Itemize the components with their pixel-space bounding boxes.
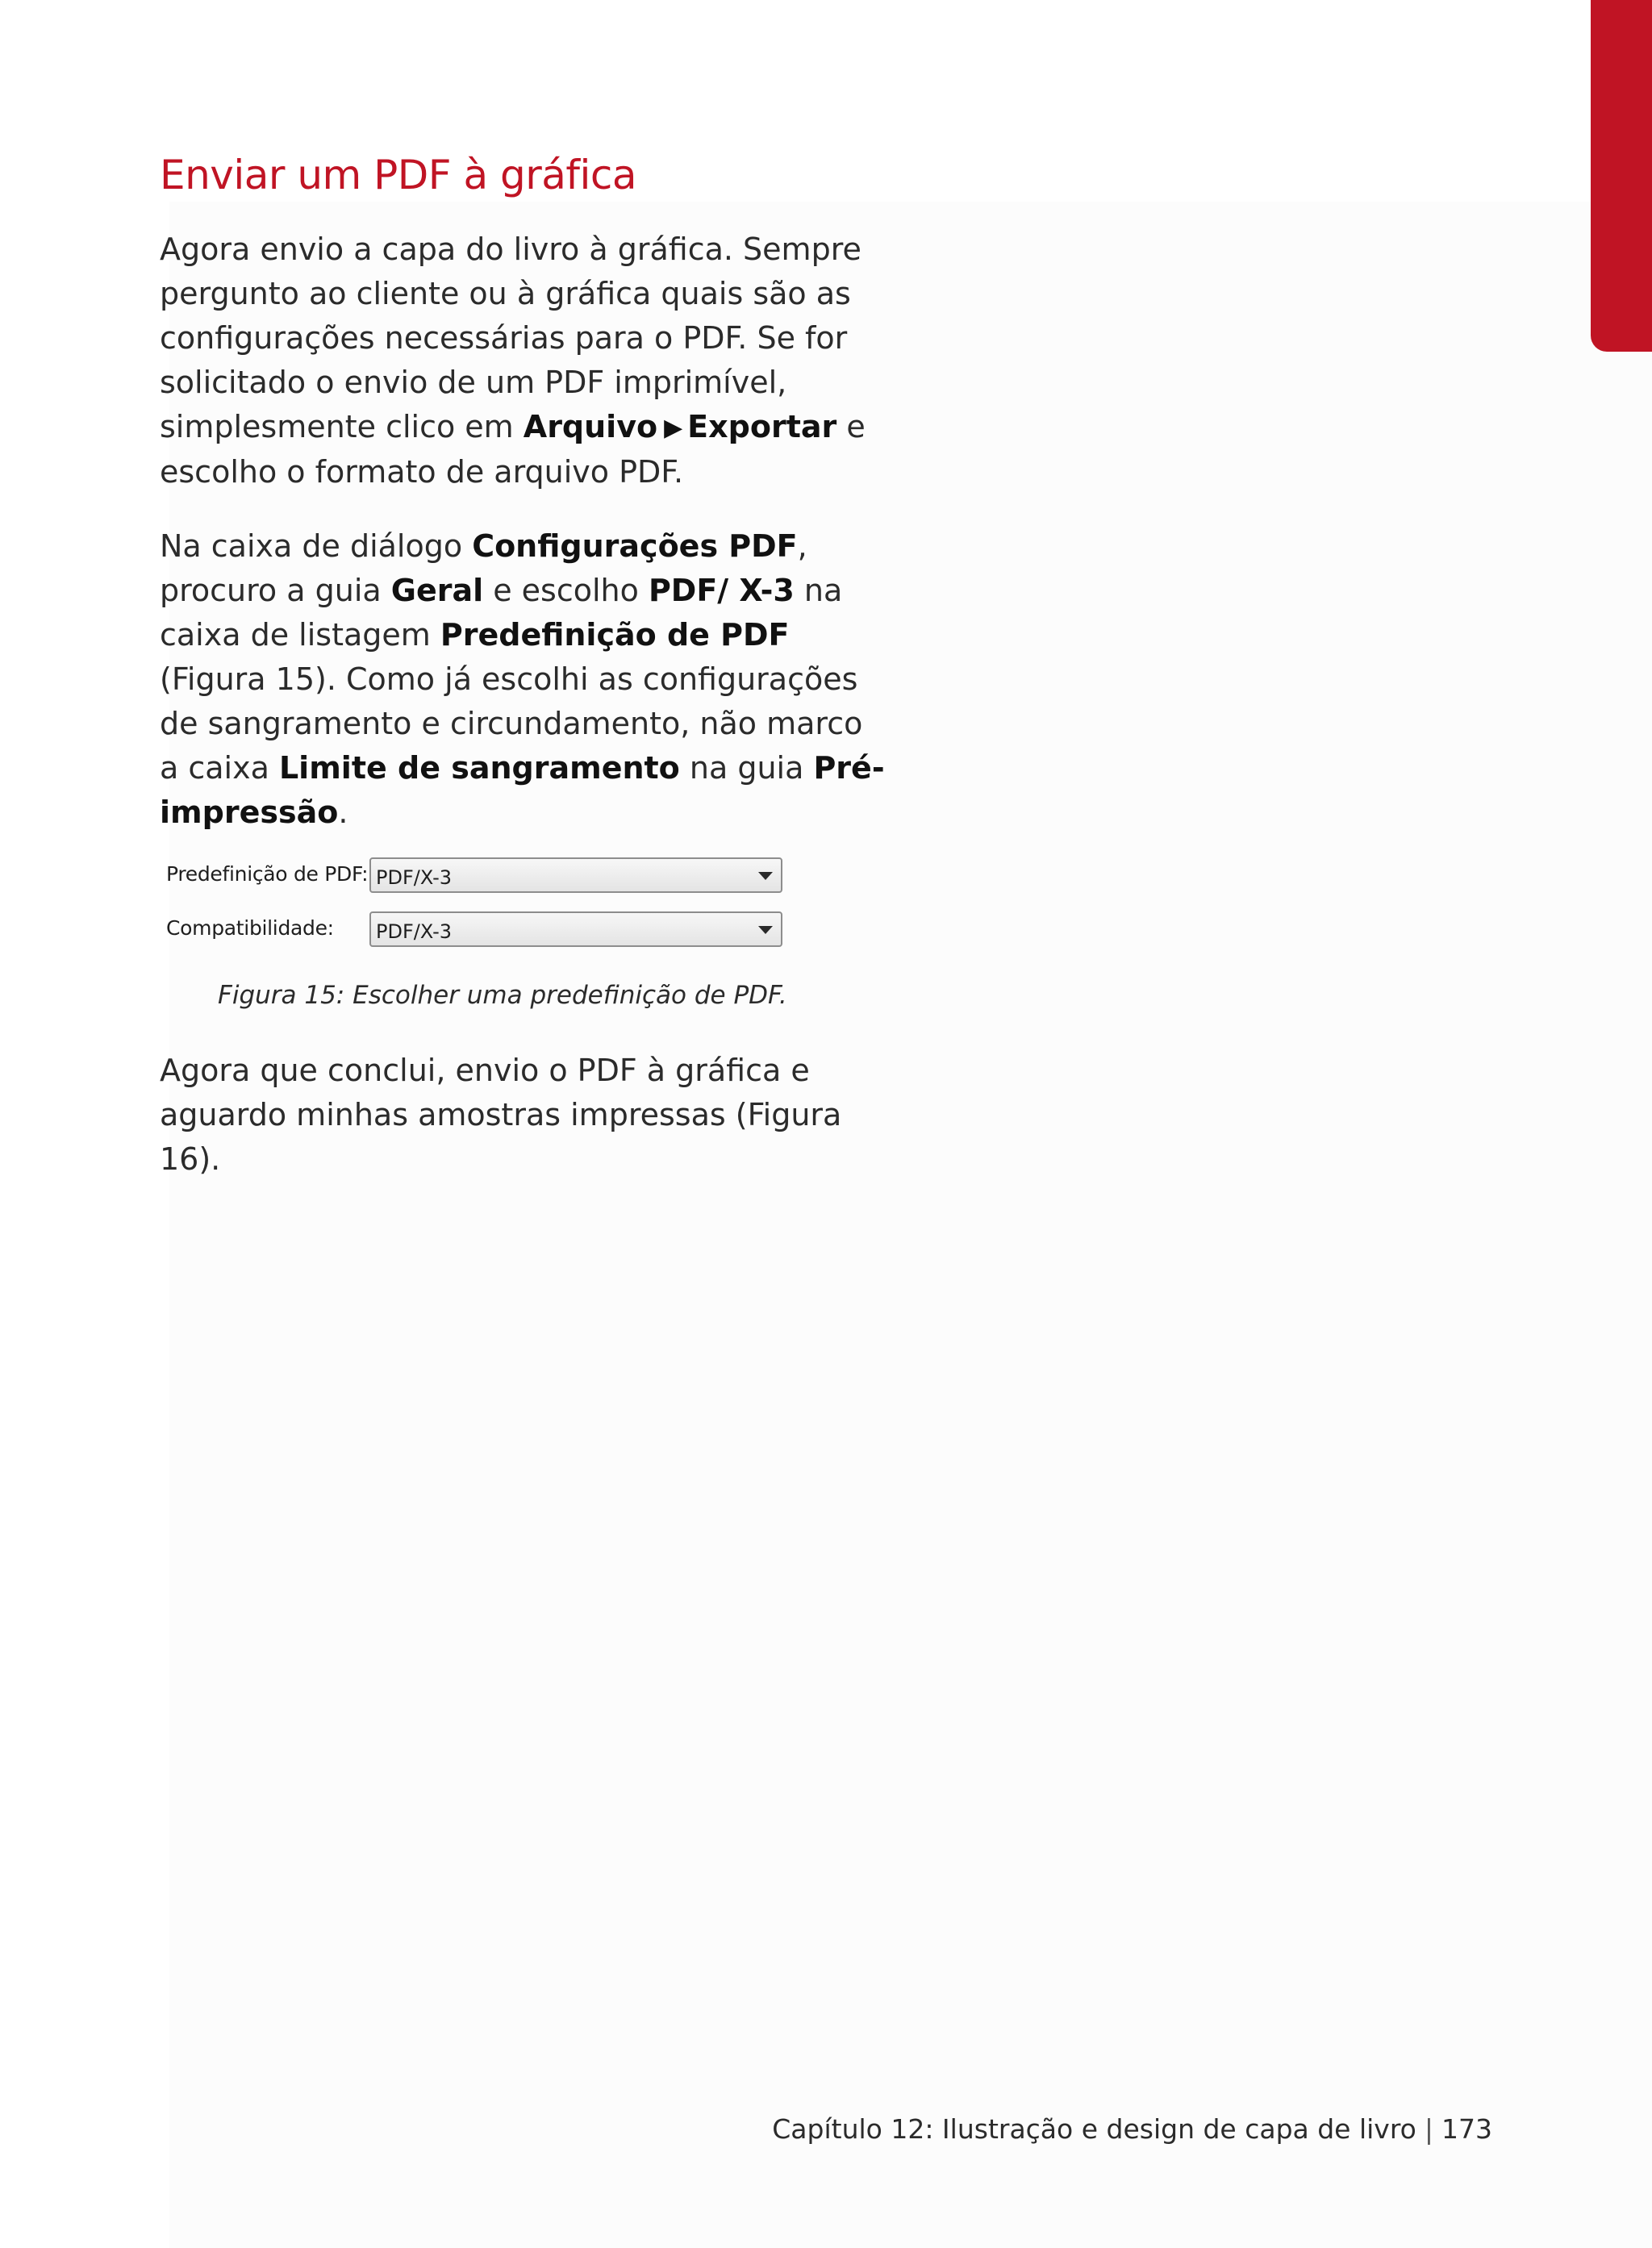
text-run: Na caixa de diálogo bbox=[160, 528, 473, 564]
prepress-tab-term: impressão bbox=[160, 795, 339, 830]
text-line: 16). bbox=[160, 1141, 221, 1177]
text-run: e escolho bbox=[483, 573, 649, 608]
pdf-settings-figure bbox=[160, 847, 805, 968]
footer-separator: | bbox=[1424, 2113, 1433, 2145]
chevron-down-icon bbox=[758, 926, 773, 934]
page-footer bbox=[772, 2113, 1492, 2145]
chapter-tab-marker bbox=[1591, 0, 1652, 352]
text-line: e bbox=[836, 409, 866, 444]
text-run: (Figura 15). Como já escolhi as configurações bbox=[160, 661, 858, 697]
text-line: simplesmente clico em bbox=[160, 409, 524, 444]
dialog-name-term: Configurações PDF bbox=[472, 528, 798, 564]
preset-dropdown[interactable] bbox=[369, 857, 782, 893]
figure-caption: Figura 15: Escolher uma predefinição de PDF. bbox=[218, 981, 787, 1010]
chevron-down-icon bbox=[758, 872, 773, 880]
text-run: na bbox=[794, 573, 843, 608]
text-run: . bbox=[338, 795, 348, 830]
text-run: na guia bbox=[679, 750, 814, 786]
preset-row bbox=[166, 857, 795, 898]
preset-term: Predefinição de PDF bbox=[440, 617, 790, 653]
compatibility-dropdown-value: PDF/X-3 bbox=[376, 920, 453, 943]
menu-export-term: Exportar bbox=[687, 409, 837, 444]
preset-dropdown-value: PDF/X-3 bbox=[376, 866, 453, 889]
page-number: 173 bbox=[1441, 2113, 1492, 2145]
text-line: pergunto ao cliente ou à gráfica quais são as bbox=[160, 276, 851, 311]
menu-arrow-icon: ▶ bbox=[664, 414, 683, 442]
text-run: , bbox=[797, 528, 807, 564]
text-run: a caixa bbox=[160, 750, 279, 786]
footer-chapter-title: Capítulo 12: Ilustração e design de capa de livro bbox=[772, 2113, 1416, 2145]
text-line: solicitado o envio de um PDF imprimível, bbox=[160, 365, 787, 400]
compatibility-row bbox=[166, 911, 795, 952]
compatibility-label: Compatibilidade: bbox=[166, 916, 334, 940]
prepress-tab-term: Pré- bbox=[813, 750, 885, 786]
text-line: configurações necessárias para o PDF. Se for bbox=[160, 320, 848, 356]
text-run: procuro a guia bbox=[160, 573, 391, 608]
page-background bbox=[169, 202, 1652, 2248]
text-line: Agora envio a capa do livro à gráfica. Sempre bbox=[160, 231, 861, 267]
text-run: de sangramento e circundamento, não marco bbox=[160, 706, 863, 741]
text-run: caixa de listagem bbox=[160, 617, 440, 653]
text-line: escolho o formato de arquivo PDF. bbox=[160, 454, 684, 490]
page-title: Enviar um PDF à gráfica bbox=[160, 152, 637, 198]
compatibility-dropdown[interactable] bbox=[369, 911, 782, 947]
preset-label: Predefinição de PDF: bbox=[166, 862, 369, 886]
bleed-limit-term: Limite de sangramento bbox=[278, 750, 680, 786]
menu-file-term: Arquivo bbox=[523, 409, 658, 444]
paragraph-3 bbox=[160, 1049, 842, 1182]
paragraph-1 bbox=[160, 227, 866, 494]
text-line: Agora que conclui, envio o PDF à gráfica e bbox=[160, 1053, 810, 1088]
paragraph-2 bbox=[160, 524, 885, 835]
pdfx3-term: PDF/ X-3 bbox=[648, 573, 795, 608]
general-tab-term: Geral bbox=[390, 573, 484, 608]
text-line: aguardo minhas amostras impressas (Figura bbox=[160, 1097, 842, 1132]
